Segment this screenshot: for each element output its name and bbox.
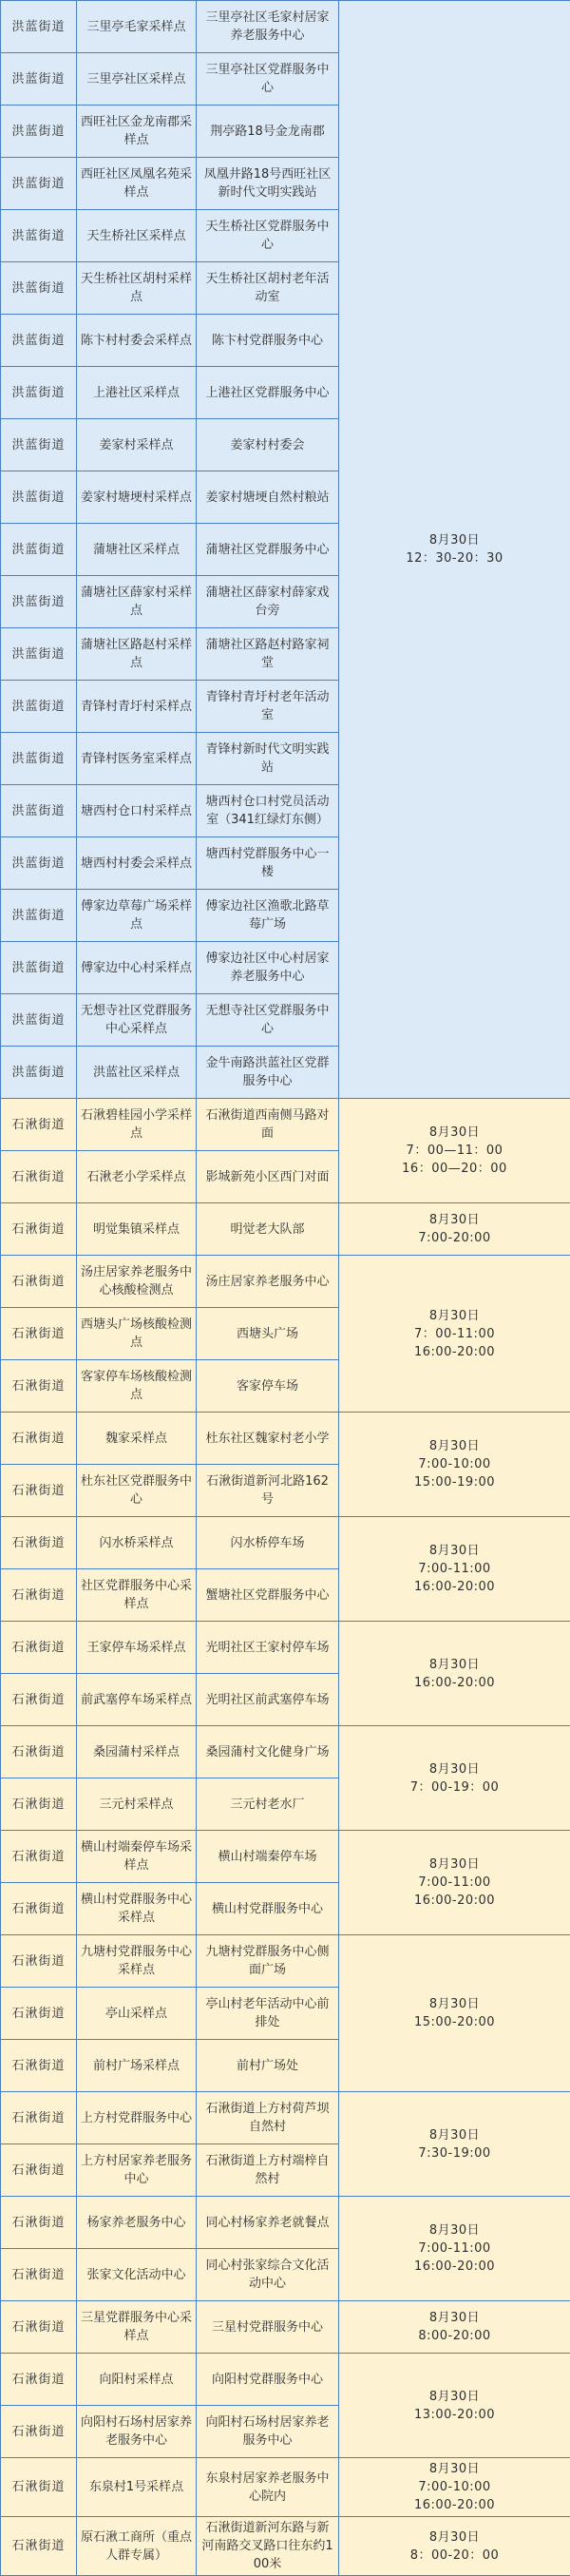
- location-cell: 凤凰井路18号西旺社区新时代文明实践站: [197, 158, 339, 210]
- schedule-body: [1, 1, 570, 2576]
- sampling-point-cell: 亭山采样点: [77, 1988, 197, 2040]
- location-cell: 蒲塘社区路赵村路家祠堂: [197, 628, 339, 681]
- location-cell: 东泉村居家养老服务中心院内: [197, 2458, 339, 2517]
- location-cell: 塘西村党群服务中心一楼: [197, 837, 339, 890]
- sampling-point-cell: 三元村采样点: [77, 1778, 197, 1831]
- street-cell: 洪蓝街道: [1, 628, 77, 681]
- time-cell: 8月30日 7:00-10:00 16:00-20:00: [339, 2458, 570, 2517]
- location-cell: 天生桥社区胡村老年活动室: [197, 262, 339, 315]
- sampling-point-cell: 西塘头广场核酸检测点: [77, 1308, 197, 1360]
- location-cell: 傅家边社区渔歌北路草莓广场: [197, 890, 339, 942]
- street-cell: 洪蓝街道: [1, 837, 77, 890]
- street-cell: 石湫街道: [1, 1517, 77, 1569]
- time-cell: 8月30日 7：00-11:00 16:00-20:00: [339, 1256, 570, 1413]
- location-cell: 天生桥社区党群服务中心: [197, 210, 339, 262]
- street-cell: 洪蓝街道: [1, 106, 77, 158]
- location-cell: 石湫街道新河北路162号: [197, 1465, 339, 1517]
- location-cell: 九塘村党群服务中心侧面广场: [197, 1935, 339, 1988]
- table-row: [1, 2092, 570, 2144]
- location-cell: 同心村张家综合文化活动中心: [197, 2249, 339, 2301]
- time-cell: 8月30日 7:00-10:00 15:00-19:00: [339, 1413, 570, 1517]
- sampling-point-cell: 前武塞停车场采样点: [77, 1674, 197, 1726]
- sampling-point-cell: 社区党群服务中心采样点: [77, 1569, 197, 1622]
- table-row: [1, 2197, 570, 2249]
- time-cell: 8月30日 7：00-19：00: [339, 1726, 570, 1831]
- table-row: [1, 1, 570, 53]
- street-cell: 石湫街道: [1, 1883, 77, 1935]
- street-cell: 洪蓝街道: [1, 733, 77, 785]
- location-cell: 客家停车场: [197, 1360, 339, 1413]
- street-cell: 洪蓝街道: [1, 262, 77, 315]
- location-cell: 蟹塘社区党群服务中心: [197, 1569, 339, 1622]
- sampling-point-cell: 无想寺社区党群服务中心采样点: [77, 994, 197, 1047]
- time-cell: 8月30日 7:00-11:00 16:00-20:00: [339, 1831, 570, 1935]
- location-cell: 石湫街道上方村端梓自然村: [197, 2144, 339, 2197]
- table-row: [1, 1517, 570, 1569]
- table-row: [1, 2458, 570, 2517]
- sampling-point-cell: 向阳村采样点: [77, 2354, 197, 2406]
- location-cell: 明觉老大队部: [197, 1203, 339, 1256]
- sampling-point-cell: 汤庄居家养老服务中心核酸检测点: [77, 1256, 197, 1308]
- sampling-point-cell: 傅家边中心村采样点: [77, 942, 197, 994]
- street-cell: 石湫街道: [1, 1256, 77, 1308]
- street-cell: 石湫街道: [1, 2354, 77, 2406]
- street-cell: 石湫街道: [1, 1831, 77, 1883]
- street-cell: 洪蓝街道: [1, 785, 77, 837]
- sampling-point-cell: 姜家村采样点: [77, 419, 197, 471]
- sampling-point-cell: 桑园蒲村采样点: [77, 1726, 197, 1778]
- location-cell: 杜东社区魏家村老小学: [197, 1413, 339, 1465]
- sampling-point-cell: 塘西村村委会采样点: [77, 837, 197, 890]
- time-cell: 8月30日 13:00-20:00: [339, 2354, 570, 2458]
- location-cell: 蒲塘社区薛家村薛家戏台旁: [197, 576, 339, 628]
- sampling-point-cell: 西旺社区凤凰名苑采样点: [77, 158, 197, 210]
- location-cell: 前村广场处: [197, 2040, 339, 2092]
- location-cell: 闪水桥停车场: [197, 1517, 339, 1569]
- time-cell: 8月30日 7：00—11：00 16：00—20：00: [339, 1099, 570, 1203]
- sampling-point-cell: 蒲塘社区采样点: [77, 524, 197, 576]
- table-row: [1, 1935, 570, 1988]
- location-cell: 青锋村青圩村老年活动室: [197, 681, 339, 733]
- sampling-point-cell: 明觉集镇采样点: [77, 1203, 197, 1256]
- time-cell: 8月30日 7:00-11:00 16:00-20:00: [339, 1517, 570, 1622]
- time-cell: 8月30日 7:00-20:00: [339, 1203, 570, 1256]
- location-cell: 桑园蒲村文化健身广场: [197, 1726, 339, 1778]
- location-cell: 石湫街道新河东路与新河南路交叉路口往东约100米: [197, 2517, 339, 2576]
- street-cell: 洪蓝街道: [1, 681, 77, 733]
- sampling-point-cell: 青锋村医务室采样点: [77, 733, 197, 785]
- time-cell: 8月30日 12：30-20：30: [339, 1, 570, 1099]
- street-cell: 石湫街道: [1, 1151, 77, 1203]
- sampling-point-cell: 原石湫工商所（重点人群专属）: [77, 2517, 197, 2576]
- street-cell: 洪蓝街道: [1, 158, 77, 210]
- street-cell: 石湫街道: [1, 1413, 77, 1465]
- location-cell: 向阳村党群服务中心: [197, 2354, 339, 2406]
- street-cell: 石湫街道: [1, 2092, 77, 2144]
- table-row: [1, 1622, 570, 1674]
- street-cell: 石湫街道: [1, 2249, 77, 2301]
- location-cell: 石湫街道西南侧马路对面: [197, 1099, 339, 1151]
- time-cell: 8月30日 16:00-20:00: [339, 1622, 570, 1726]
- location-cell: 西塘头广场: [197, 1308, 339, 1360]
- sampling-point-cell: 三里亭毛家采样点: [77, 1, 197, 53]
- street-cell: 洪蓝街道: [1, 471, 77, 524]
- table-row: [1, 1203, 570, 1256]
- location-cell: 无想寺社区党群服务中心: [197, 994, 339, 1047]
- location-cell: 荆亭路18号金龙南郡: [197, 106, 339, 158]
- sampling-point-cell: 蒲塘社区路赵村采样点: [77, 628, 197, 681]
- table-row: [1, 2354, 570, 2406]
- location-cell: 上港社区党群服务中心: [197, 367, 339, 419]
- sampling-point-cell: 向阳村石场村居家养老服务中心: [77, 2406, 197, 2458]
- sampling-point-cell: 天生桥社区胡村采样点: [77, 262, 197, 315]
- sampling-point-cell: 塘西村仓口村采样点: [77, 785, 197, 837]
- location-cell: 金牛南路洪蓝社区党群服务中心: [197, 1047, 339, 1099]
- sampling-point-cell: 陈卞村村委会采样点: [77, 315, 197, 367]
- street-cell: 洪蓝街道: [1, 315, 77, 367]
- location-cell: 石湫街道上方村荷芦坝自然村: [197, 2092, 339, 2144]
- location-cell: 三里亭社区毛家村居家养老服务中心: [197, 1, 339, 53]
- street-cell: 石湫街道: [1, 1360, 77, 1413]
- street-cell: 石湫街道: [1, 1674, 77, 1726]
- sampling-point-cell: 蒲塘社区薛家村采样点: [77, 576, 197, 628]
- location-cell: 影城新苑小区西门对面: [197, 1151, 339, 1203]
- table-row: [1, 1256, 570, 1308]
- location-cell: 向阳村石场村居家养老服务中心: [197, 2406, 339, 2458]
- sampling-point-cell: 横山村端秦停车场采样点: [77, 1831, 197, 1883]
- location-cell: 蒲塘社区党群服务中心: [197, 524, 339, 576]
- street-cell: 洪蓝街道: [1, 576, 77, 628]
- sampling-point-cell: 杜东社区党群服务中心: [77, 1465, 197, 1517]
- location-cell: 青锋村新时代文明实践站: [197, 733, 339, 785]
- street-cell: 石湫街道: [1, 1099, 77, 1151]
- sampling-point-cell: 傅家边草莓广场采样点: [77, 890, 197, 942]
- sampling-point-cell: 杨家养老服务中心: [77, 2197, 197, 2249]
- sampling-point-cell: 闪水桥采样点: [77, 1517, 197, 1569]
- location-cell: 横山村端秦停车场: [197, 1831, 339, 1883]
- table-row: [1, 1413, 570, 1465]
- sampling-point-cell: 东泉村1号采样点: [77, 2458, 197, 2517]
- sampling-point-cell: 上方村党群服务中心: [77, 2092, 197, 2144]
- time-cell: 8月30日 8：00-20：00: [339, 2517, 570, 2576]
- sampling-point-cell: 张家文化活动中心: [77, 2249, 197, 2301]
- location-cell: 塘西村仓口村党员活动室（341红绿灯东侧）: [197, 785, 339, 837]
- location-cell: 陈卞村党群服务中心: [197, 315, 339, 367]
- street-cell: 洪蓝街道: [1, 942, 77, 994]
- sampling-point-cell: 三里亭社区采样点: [77, 53, 197, 106]
- table-row: [1, 1726, 570, 1778]
- street-cell: 石湫街道: [1, 1465, 77, 1517]
- sampling-point-cell: 石湫老小学采样点: [77, 1151, 197, 1203]
- sampling-point-cell: 天生桥社区采样点: [77, 210, 197, 262]
- location-cell: 亭山村老年活动中心前排处: [197, 1988, 339, 2040]
- time-cell: 8月30日 15:00-20:00: [339, 1935, 570, 2092]
- street-cell: 石湫街道: [1, 2301, 77, 2354]
- street-cell: 石湫街道: [1, 1935, 77, 1988]
- street-cell: 石湫街道: [1, 2197, 77, 2249]
- street-cell: 石湫街道: [1, 2144, 77, 2197]
- sampling-point-cell: 上方村居家养老服务中心: [77, 2144, 197, 2197]
- sampling-point-cell: 客家停车场核酸检测点: [77, 1360, 197, 1413]
- street-cell: 石湫街道: [1, 1203, 77, 1256]
- location-cell: 傅家边社区中心村居家养老服务中心: [197, 942, 339, 994]
- street-cell: 洪蓝街道: [1, 419, 77, 471]
- street-cell: 洪蓝街道: [1, 994, 77, 1047]
- street-cell: 石湫街道: [1, 2040, 77, 2092]
- location-cell: 光明社区前武塞停车场: [197, 1674, 339, 1726]
- location-cell: 横山村党群服务中心: [197, 1883, 339, 1935]
- time-cell: 8月30日 8:00-20:00: [339, 2301, 570, 2354]
- sampling-point-cell: 前村广场采样点: [77, 2040, 197, 2092]
- street-cell: 洪蓝街道: [1, 890, 77, 942]
- table-row: [1, 1099, 570, 1151]
- sampling-point-cell: 王家停车场采样点: [77, 1622, 197, 1674]
- street-cell: 石湫街道: [1, 2458, 77, 2517]
- street-cell: 石湫街道: [1, 1778, 77, 1831]
- sampling-point-cell: 三星党群服务中心采样点: [77, 2301, 197, 2354]
- street-cell: 石湫街道: [1, 1569, 77, 1622]
- time-cell: 8月30日 7:00-11:00 16:00-20:00: [339, 2197, 570, 2301]
- location-cell: 同心村杨家养老就餐点: [197, 2197, 339, 2249]
- street-cell: 洪蓝街道: [1, 524, 77, 576]
- street-cell: 石湫街道: [1, 2406, 77, 2458]
- street-cell: 洪蓝街道: [1, 1047, 77, 1099]
- street-cell: 石湫街道: [1, 1622, 77, 1674]
- table-row: [1, 2517, 570, 2576]
- sampling-point-cell: 姜家村塘埂村采样点: [77, 471, 197, 524]
- time-cell: 8月30日 7:30-19:00: [339, 2092, 570, 2197]
- sampling-point-cell: 西旺社区金龙南郡采样点: [77, 106, 197, 158]
- street-cell: 洪蓝街道: [1, 210, 77, 262]
- location-cell: 三元村老水厂: [197, 1778, 339, 1831]
- street-cell: 石湫街道: [1, 1726, 77, 1778]
- sampling-point-cell: 横山村党群服务中心采样点: [77, 1883, 197, 1935]
- sampling-point-cell: 魏家采样点: [77, 1413, 197, 1465]
- street-cell: 石湫街道: [1, 1308, 77, 1360]
- table-row: [1, 2301, 570, 2354]
- sampling-point-cell: 九塘村党群服务中心采样点: [77, 1935, 197, 1988]
- sampling-point-cell: 青锋村青圩村采样点: [77, 681, 197, 733]
- location-cell: 姜家村村委会: [197, 419, 339, 471]
- street-cell: 洪蓝街道: [1, 367, 77, 419]
- location-cell: 三里亭社区党群服务中心: [197, 53, 339, 106]
- sampling-point-cell: 洪蓝社区采样点: [77, 1047, 197, 1099]
- street-cell: 石湫街道: [1, 1988, 77, 2040]
- street-cell: 石湫街道: [1, 2517, 77, 2576]
- location-cell: 光明社区王家村停车场: [197, 1622, 339, 1674]
- location-cell: 三星村党群服务中心: [197, 2301, 339, 2354]
- location-cell: 姜家村塘埂自然村粮站: [197, 471, 339, 524]
- street-cell: 洪蓝街道: [1, 53, 77, 106]
- sampling-point-cell: 上港社区采样点: [77, 367, 197, 419]
- table-row: [1, 1831, 570, 1883]
- location-cell: 汤庄居家养老服务中心: [197, 1256, 339, 1308]
- street-cell: 洪蓝街道: [1, 1, 77, 53]
- sampling-point-cell: 石湫碧桂园小学采样点: [77, 1099, 197, 1151]
